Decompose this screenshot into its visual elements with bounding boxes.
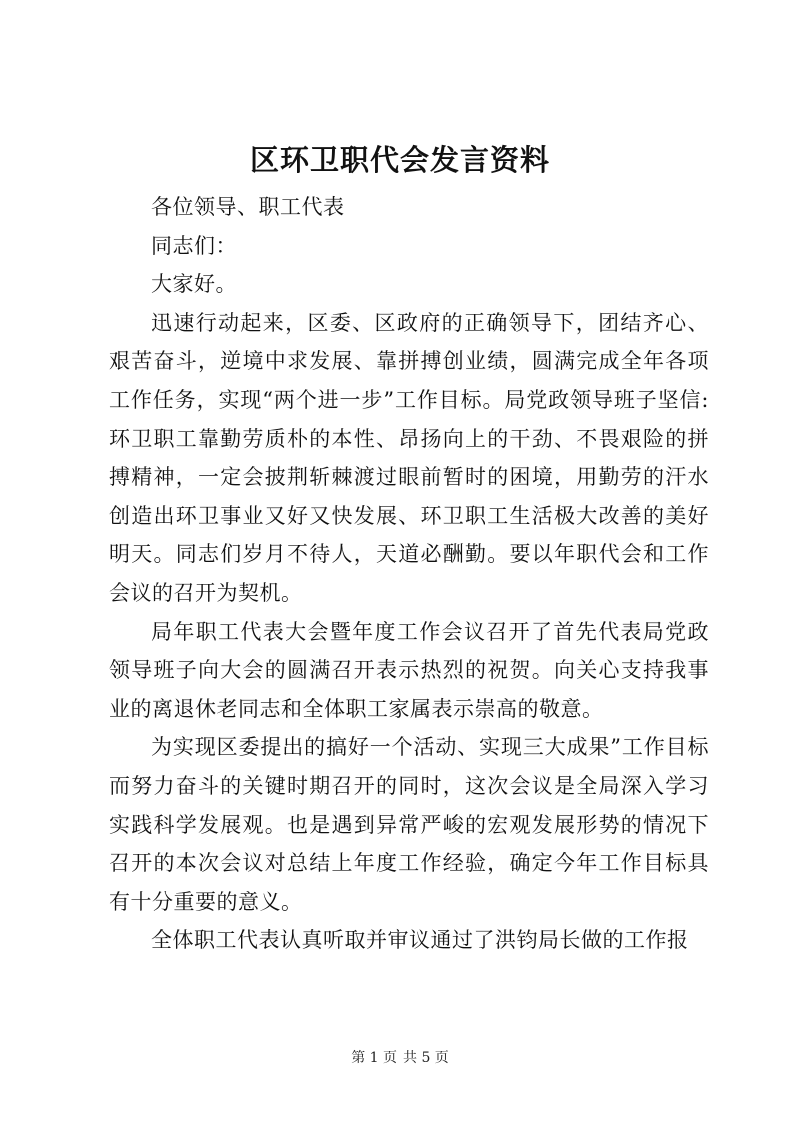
page-number: 第 1 页 [351,1050,397,1066]
salutation-line: 同志们： [151,233,237,258]
greeting-line: 各位领导、职工代表 [151,195,345,219]
body-paragraph: 局年职工代表大会暨年度工作会议召开了首先代表局党政领导班子向大会的圆满召开表示热烈的祝贺。向关心支持我事业的离退休老同志和全体职工家属表示崇高的敬意。 [109,619,709,721]
hello-line: 大家好。 [151,272,237,297]
body-paragraph: 为实现区委提出的搞好一个活动、实现三大成果”工作目标而努力奋斗的关键时期召开的同时，这次会议是全局深入学习实践科学发展观。也是遇到异常严峻的宏观发展形势的情况下召开的本次会议对总结上年度工作经验，确定今年工作目标具有十分重要的意义。 [109,735,709,914]
body-paragraph: 全体职工代表认真听取并审议通过了洪钧局长做的工作报 [151,928,689,953]
body-paragraph: 迅速行动起来，区委、区政府的正确领导下，团结齐心、艰苦奋斗，逆境中求发展、靠拼搏创业绩，圆满完成全年各项工作任务，实现“两个进一步”工作目标。局党政领导班子坚信:环卫职工靠勤劳质朴的本性、昂扬向上的干劲、不畏艰险的拼搏精神，一定会披荆斩棘渡过眼前暂时的困境，用勤劳的汗水创造出环卫事业又好又快发展、环卫职工生活极大改善的美好明天。同志们岁月不待人，天道必酬勤。要以年职代会和工作会议的召开为契机。 [109,310,709,605]
document-body [109,188,709,960]
page-total: 共 5 页 [403,1050,449,1066]
page-footer [0,1048,800,1068]
document-title: 区环卫职代会发言资料 [249,143,550,177]
